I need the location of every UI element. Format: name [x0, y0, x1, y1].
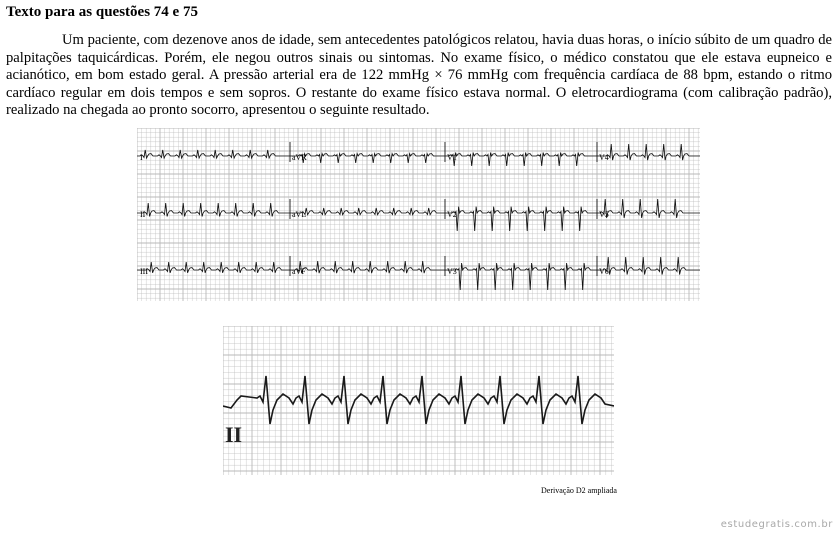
lead-label-I: I — [140, 153, 143, 162]
lead-label-aVR: aVR — [292, 153, 307, 162]
ecg-rhythm-strip-image — [223, 326, 614, 475]
lead-label-aVL: aVL — [292, 210, 307, 219]
lead-label-V2: V2 — [447, 210, 457, 219]
ecg-12-lead-image — [137, 128, 700, 301]
case-paragraph: Um paciente, com dezenove anos de idade, sem antecedentes patológicos relatou, havia duas horas, o início súbito de um quadro de palpitações taquicárdicas. Porém, ele negou outros sinais ou sintomas. No exame físico, o médico constatou que ele estava eupneico e acianótico, em bom estado geral. A pressão arterial era de 122 mmHg × 76 mmHg com frequência cardíaca de 88 bpm, estando o ritmo cardíaco regular em dois tempos e sem sopros. O restante do exame físico estava normal. O eletrocardiograma (com calibração padrão), realizado na chegada ao pronto socorro, apresentou o seguinte resultado. — [6, 32, 832, 119]
lead-label-V1: V1 — [447, 153, 457, 162]
lead-label-II: II — [140, 210, 146, 219]
lead-label-III: III — [140, 267, 148, 276]
site-watermark: estudegratis.com.br — [720, 519, 833, 530]
lead-label-V5: V5 — [599, 210, 609, 219]
ecg-caption: Derivação D2 ampliada — [541, 486, 617, 495]
lead-label-V6: V6 — [599, 267, 609, 276]
lead-label-V3: V3 — [447, 267, 457, 276]
lead-label-aVF: aVF — [292, 267, 306, 276]
lead-label-V4: V4 — [599, 153, 609, 162]
rhythm-lead-label: II — [225, 422, 243, 447]
section-heading: Texto para as questões 74 e 75 — [6, 4, 198, 20]
